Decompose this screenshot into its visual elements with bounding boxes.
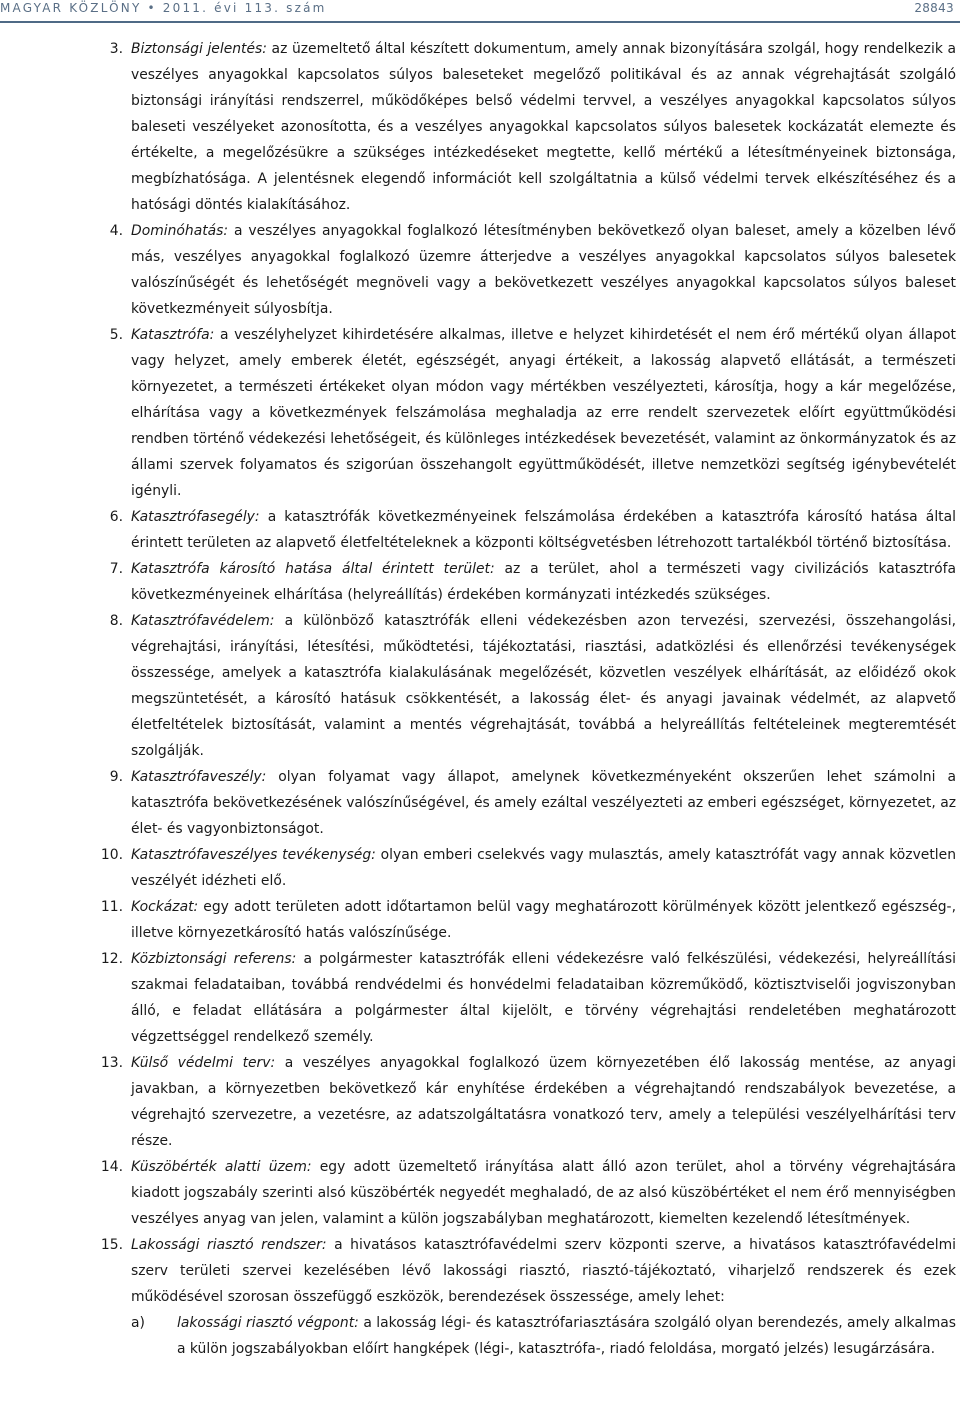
- definition-body: a veszélyhelyzet kihirdetésére alkalmas, illetve e helyzet kihirdetését el nem érő mértékű olyan állapot vagy helyzet, amely emberek életét, egészségét, anyagi értékeit, a lakosság alapvető ellátását, a természeti környezetet, a természeti értékeket olyan módon vagy mértékben veszélyezteti, károsítja, hogy a kár megelőzése, elhárítása vagy a következmények felszámolása meghaladja az erre rendelt szervezetek előírt együttműködési rendben történő védekezési lehetőségeit, és különleges intézkedések bevezetését, valamint az önkormányzatok és az állami szervek folyamatos és szigorúan összehangolt együttműködését, illetve nemzetközi segítség igénybevételét igényli.: [131, 327, 956, 499]
- definition-text: [131, 946, 956, 1050]
- definition-item: [0, 322, 960, 504]
- definition-body: olyan emberi cselekvés vagy mulasztás, amely katasztrófát vagy annak közvetlen veszélyét idézheti elő.: [131, 847, 956, 889]
- definition-text: [131, 504, 956, 556]
- definition-item: [0, 1232, 960, 1310]
- item-number: 4.: [109, 223, 123, 239]
- definition-term: Küszöbérték alatti üzem:: [131, 1159, 312, 1175]
- definition-body: a katasztrófák következményeinek felszámolása érdekében a katasztrófa károsító hatása által érintett területen az alapvető életfeltételeknek a központi költségvetésben létrehozott tartalékból történő biztosítása.: [131, 509, 956, 551]
- item-number: 9.: [109, 769, 123, 785]
- definition-body: olyan folyamat vagy állapot, amelynek következményeként okszerűen lehet számolni a katasztrófa bekövetkezésének valószínűségével, és amely ezáltal veszélyezteti az emberi egészséget, környezetet, az élet- és vagyonbiztonságot.: [131, 769, 956, 837]
- definition-body: az üzemeltető által készített dokumentum, amely annak bizonyítására szolgál, hogy rendelkezik a veszélyes anyagokkal kapcsolatos súlyos baleseteket megelőző politikával és az annak végrehajtását szolgáló biztonsági irányítási rendszerrel, működőképes belső védelmi tervvel, a veszélyes anyagokkal kapcsolatos súlyos baleseti veszélyeket azonosította, és a veszélyes anyagokkal kapcsolatos súlyos balesetek kockázatát elemezte és értékelte, a megelőzésükre a szükséges intézkedéseket megtette, kellő mértékű a létesítményeinek biztonsága, megbízhatósága. A jelentésnek elegendő információt kell szolgáltatnia a külső védelmi tervek elkészítéséhez és a hatósági döntés kialakításához.: [131, 41, 956, 213]
- definition-term: Közbiztonsági referens:: [131, 951, 297, 967]
- definition-term: Katasztrófa károsító hatása által érintett terület:: [131, 561, 495, 577]
- item-number: 13.: [100, 1055, 123, 1071]
- definition-item: [0, 36, 960, 218]
- item-number: 3.: [109, 41, 123, 57]
- sub-definition-item: [0, 1310, 960, 1362]
- definition-text: [131, 842, 956, 894]
- definition-body: a veszélyes anyagokkal foglalkozó üzem környezetében élő lakosság mentése, az anyagi javakban, a környezetben bekövetkező kár enyhítése érdekében a végrehajtandó rendszabályok bevezetése, a végrehajtó szervezetre, a vezetésre, az adatszolgáltatásra vonatkozó terv, amely a települési veszélyelhárítási terv része.: [131, 1055, 956, 1149]
- definition-body: az a terület, ahol a természeti vagy civilizációs katasztrófa következményeinek elhárítása (helyreállítás) érdekében kormányzati intézkedés szükséges.: [131, 561, 956, 603]
- definition-body: a hivatásos katasztrófavédelmi szerv központi szerve, a hivatásos katasztrófavédelmi szerv területi szervei kezelésében lévő lakossági riasztó, riasztó-tájékoztató, viharjelző rendszerek és ezek működésével szorosan összefüggő eszközök, berendezések összessége, amely lehet:: [131, 1237, 956, 1305]
- item-number: 7.: [109, 561, 123, 577]
- item-number: 10.: [100, 847, 123, 863]
- definition-body: a veszélyes anyagokkal foglalkozó létesítményben bekövetkező olyan baleset, amely a közelben lévő más, veszélyes anyagokkal foglalkozó üzemre átterjedve a veszélyes anyagokkal kapcsolatos súlyos balesetek valószínűségét és lehetőségét megnöveli vagy a bekövetkezett veszélyes anyagokkal kapcsolatos súlyos baleset következményeit súlyosbítja.: [131, 223, 956, 317]
- definition-item: [0, 556, 960, 608]
- definition-term: Külső védelmi terv:: [131, 1055, 276, 1071]
- running-head: [0, 0, 960, 26]
- definition-term: Katasztrófasegély:: [131, 509, 260, 525]
- definition-text: [131, 1232, 956, 1310]
- definition-term: Biztonsági jelentés:: [131, 41, 267, 57]
- definition-item: [0, 1154, 960, 1232]
- sub-definition-body: a lakosság légi- és katasztrófariasztására szolgáló olyan berendezés, amely alkalmas a külön jogszabályokban előírt hangképek (légi-, katasztrófa-, riadó feloldása, morgató jelzés) lesugárzására.: [177, 1315, 957, 1357]
- item-number: 14.: [100, 1159, 123, 1175]
- item-number: 15.: [100, 1237, 123, 1253]
- item-number: 6.: [109, 509, 123, 525]
- definition-item: [0, 1050, 960, 1154]
- sub-item-letter: a): [131, 1315, 145, 1331]
- item-number: 5.: [109, 327, 123, 343]
- definition-term: Lakossági riasztó rendszer:: [131, 1237, 327, 1253]
- definition-body: egy adott területen adott időtartamon belül vagy meghatározott körülmények között jelentkező egészség-, illetve környezetkárosító hatás valószínűsége.: [131, 899, 956, 941]
- definition-item: [0, 608, 960, 764]
- definition-text: [131, 556, 956, 608]
- definition-text: [131, 322, 956, 504]
- header-rule: [0, 21, 960, 23]
- definition-item: [0, 504, 960, 556]
- definition-item: [0, 218, 960, 322]
- definition-term: Katasztrófa:: [131, 327, 215, 343]
- page-number: 28843: [914, 1, 954, 15]
- definition-item: [0, 946, 960, 1050]
- definition-term: Katasztrófavédelem:: [131, 613, 275, 629]
- definition-body: egy adott üzemeltető irányítása alatt álló azon terület, ahol a törvény végrehajtására kiadott jogszabály szerinti alsó küszöbérték negyedét meghaladó, de az alsó küszöbértéket el nem érő mennyiségben veszélyes anyag van jelen, valamint a külön jogszabályban meghatározott, kiemelten kezelendő létesítmények.: [131, 1159, 956, 1227]
- definition-body: a különböző katasztrófák elleni védekezésben azon tervezési, szervezési, összehangolási, végrehajtási, irányítási, létesítési, működtetési, tájékoztatási, riasztási, adatközlési és ellenőrzési tevékenységek összessége, amelyek a katasztrófa kialakulásának megelőzését, közvetlen veszélyek elhárítását, az előidéző okok megszüntetését, a károsító hatásuk csökkentését, a lakosság élet- és anyagi javainak védelmét, az alapvető életfeltételek biztosítását, valamint a mentés végrehajtását, továbbá a helyreállítás feltételeinek megteremtését szolgálják.: [131, 613, 956, 759]
- definition-text: [131, 218, 956, 322]
- definition-item: [0, 764, 960, 842]
- item-number: 8.: [109, 613, 123, 629]
- definition-body: a polgármester katasztrófák elleni védekezésre való felkészülési, védekezési, helyreállítási szakmai feladataiban, továbbá rendvédelmi és honvédelmi feladataiban közreműködő, köztisztviselői jogviszonyban álló, e feladat ellátására a polgármester által kijelölt, e törvény végrehajtási rendeletében meghatározott végzettséggel rendelkező személy.: [131, 951, 957, 1045]
- definition-text: [131, 36, 956, 218]
- definition-term: Katasztrófaveszélyes tevékenység:: [131, 847, 376, 863]
- definition-term: Katasztrófaveszély:: [131, 769, 267, 785]
- journal-title: MAGYAR KÖZLÖNY • 2011. évi 113. szám: [0, 1, 327, 15]
- definition-text: [131, 1050, 956, 1154]
- sub-definition-term: lakossági riasztó végpont:: [177, 1315, 359, 1331]
- item-number: 11.: [100, 899, 123, 915]
- definition-text: [131, 1154, 956, 1232]
- definition-term: Dominóhatás:: [131, 223, 229, 239]
- definitions-list: [0, 36, 960, 1362]
- definition-term: Kockázat:: [131, 899, 199, 915]
- definition-text: [131, 894, 956, 946]
- item-number: 12.: [100, 951, 123, 967]
- definition-text: [131, 764, 956, 842]
- definition-item: [0, 842, 960, 894]
- definition-text: [131, 608, 956, 764]
- sub-definition-text: [177, 1310, 956, 1362]
- definition-item: [0, 894, 960, 946]
